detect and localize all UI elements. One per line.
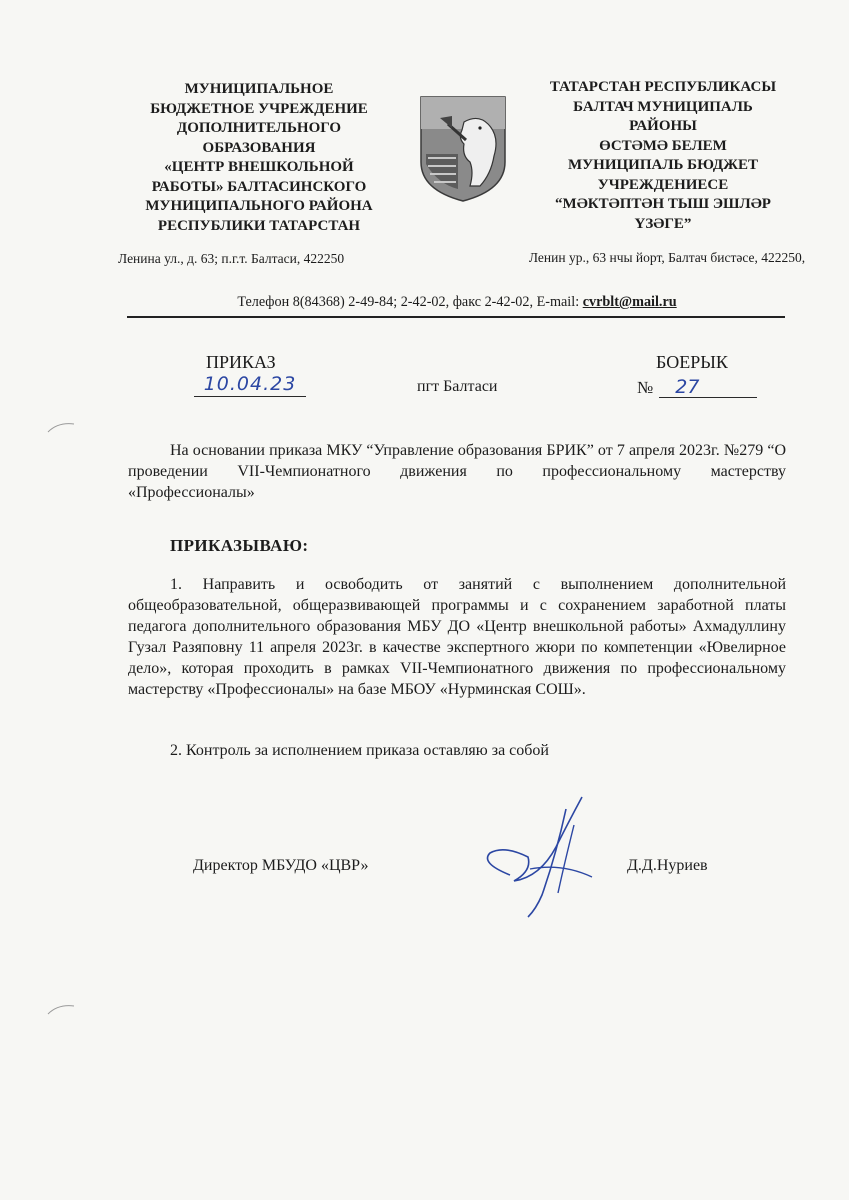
- header-divider: [127, 316, 785, 318]
- header-line: “МӘКТӘПТӘН ТЫШ ЭШЛӘР: [555, 196, 771, 212]
- header-org-name-ru: [118, 80, 400, 236]
- header-line: ӨСТӘМӘ БЕЛЕМ: [599, 137, 727, 154]
- header-line: РЕСПУБЛИКИ ТАТАРСТАН: [157, 217, 361, 234]
- header-line: БАЛТАЧ МУНИЦИПАЛЬ: [573, 98, 753, 115]
- handwritten-signature: [470, 785, 620, 920]
- header-line: ОБРАЗОВАНИЯ: [202, 139, 316, 156]
- phone-text: Телефон 8(84368) 2-49-84; 2-42-02, факс 2-42-02, E-mail:: [237, 294, 583, 310]
- header-line: МУНИЦИПАЛЬ БЮДЖЕТ: [567, 157, 759, 173]
- order-item-1: 1. Направить и освободить от занятий с выполнением дополнительной общеобразовательной, общеразвивающей программы и с сохранением заработной платы педагога дополнительного образования МБУ ДО «Центр внешкольной работы» Ахмадуллину Гузал Разяповну 11 апреля 2023г. в качестве экспертного жюри по компетенции «Ювелирное дело», которая проходить в рамках VII-Чемпионатного движения по профессиональному мастерству «Профессионалы» на базе МБОУ «Нурминская СОШ».: [128, 576, 786, 698]
- order-number-handwritten: 27: [659, 377, 757, 398]
- number-sign: №: [637, 378, 654, 397]
- decree-heading: ПРИКАЗЫВАЮ:: [170, 536, 309, 555]
- signatory-title: Директор МБУДО «ЦВР»: [193, 857, 369, 874]
- header-line: РАБОТЫ» БАЛТАСИНСКОГО: [151, 178, 367, 195]
- header-line: ҮЗӘГЕ”: [634, 215, 692, 232]
- header-org-name-tt: [523, 78, 803, 234]
- order-number-field: [637, 377, 757, 398]
- header-line: БЮДЖЕТНОЕ УЧРЕЖДЕНИЕ: [150, 100, 368, 117]
- punch-hole-mark: [44, 418, 84, 458]
- header-line: ТАТАРСТАН РЕСПУБЛИКАСЫ: [549, 79, 777, 95]
- punch-hole-mark: [44, 1000, 84, 1040]
- order-place: пгт Балтаси: [417, 378, 498, 395]
- header-line: УЧРЕЖДЕНИЕСЕ: [597, 176, 729, 193]
- order-label-tt: БОЕРЫК: [656, 352, 728, 372]
- address-ru: Ленина ул., д. 63; п.г.т. Балтаси, 422250: [118, 251, 345, 266]
- email-link[interactable]: cvrblt@mail.ru: [582, 294, 677, 310]
- header-line: «ЦЕНТР ВНЕШКОЛЬНОЙ: [164, 159, 354, 175]
- header-line: МУНИЦИПАЛЬНОЕ: [184, 81, 334, 97]
- contact-line: [128, 294, 786, 311]
- signatory-name: Д.Д.Нуриев: [627, 857, 708, 874]
- header-line: ДОПОЛНИТЕЛЬНОГО: [176, 120, 342, 136]
- order-label-ru: ПРИКАЗ: [206, 352, 276, 372]
- header-line: РАЙОНЫ: [629, 118, 697, 134]
- basis-paragraph: На основании приказа МКУ “Управление образования БРИК” от 7 апреля 2023г. №279 “О проведении VII-Чемпионатного движения по профессиональному мастерству «Профессионалы»: [128, 442, 786, 501]
- order-item-2: 2. Контроль за исполнением приказа оставляю за собой: [170, 742, 549, 759]
- header-line: МУНИЦИПАЛЬНОГО РАЙОНА: [145, 198, 373, 214]
- coat-of-arms-emblem: [418, 94, 508, 204]
- address-tt: Ленин ур., 63 нчы йорт, Балтач бистәсе, 422250,: [528, 250, 806, 265]
- order-date-handwritten: 10.04.23: [194, 372, 306, 397]
